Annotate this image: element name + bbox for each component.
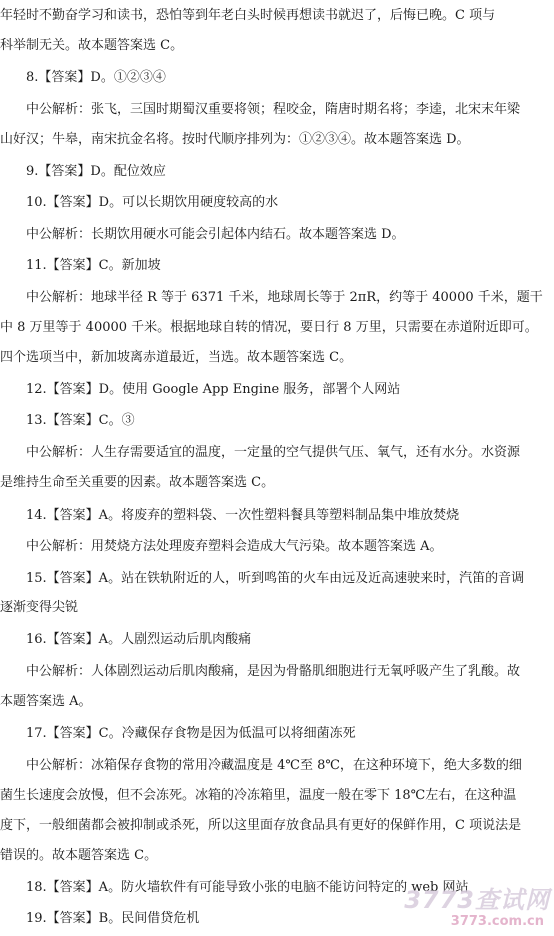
analysis-line: 中公解析：地球半径 R 等于 6371 千米，地球周长等于 2πR，约等于 40000 千米，题干 [26, 290, 543, 305]
answer-line: 16.【答案】A。人剧烈运动后肌肉酸痛 [26, 632, 252, 647]
text-line: 度下，一般细菌都会被抑制或杀死，所以这里面存放食品具有更好的保鲜作用，C 项说法是 [0, 818, 522, 833]
analysis-line: 中公解析：人体剧烈运动后肌肉酸痛，是因为骨骼肌细胞进行无氧呼吸产生了乳酸。故 [26, 664, 521, 679]
answer-line: 19.【答案】B。民间借贷危机 [26, 911, 200, 926]
watermark-logo: 3773查试网 [404, 886, 550, 914]
text-line: 本题答案选 A。 [0, 694, 92, 709]
text-line: 年轻时不勤奋学习和读书，恐怕等到年老白头时候再想读书就迟了，后悔已晚。C 项与 [0, 8, 496, 23]
text-line: 中 8 万里等于 40000 千米。根据地球自转的情况，要日行 8 万里，只需要在赤道附近即可。 [0, 320, 538, 335]
answer-line: 14.【答案】A。将废弃的塑料袋、一次性塑料餐具等塑料制品集中堆放焚烧 [26, 508, 460, 523]
watermark-url: 3773.com.cn [450, 914, 544, 929]
answer-line: 12.【答案】D。使用 Google App Engine 服务，部署个人网站 [26, 382, 401, 397]
text-line: 科举制无关。故本题答案选 C。 [0, 38, 184, 53]
analysis-line: 中公解析：长期饮用硬水可能会引起体内结石。故本题答案选 D。 [26, 227, 405, 242]
analysis-line: 中公解析：张飞，三国时期蜀汉重要将领；程咬金，隋唐时期名将；李逵，北宋末年梁 [26, 102, 521, 117]
analysis-line: 中公解析：用焚烧方法处理废弃塑料会造成大气污染。故本题答案选 A。 [26, 539, 443, 554]
text-line: 菌生长速度会放慢，但不会冻死。冰箱的冷冻箱里，温度一般在零下 18℃左右，在这种温 [0, 788, 517, 803]
text-line: 错误的。故本题答案选 C。 [0, 848, 158, 863]
answer-line: 9.【答案】D。配位效应 [26, 164, 166, 179]
answer-line: 8.【答案】D。①②③④ [26, 70, 166, 85]
analysis-line: 中公解析：人生存需要适宜的温度，一定量的空气提供气压、氧气，还有水分。水资源 [26, 445, 521, 460]
text-line: 逐渐变得尖锐 [0, 600, 79, 615]
text-line: 四个选项当中，新加坡离赤道最近，当选。故本题答案选 C。 [0, 350, 353, 365]
text-line: 是维持生命至关重要的因素。故本题答案选 C。 [0, 475, 275, 490]
answer-line: 13.【答案】C。③ [26, 413, 135, 428]
text-line: 山好汉；牛皋，南宋抗金名将。按时代顺序排列为：①②③④。故本题答案选 D。 [0, 132, 470, 147]
answer-line: 15.【答案】A。站在铁轨附近的人，听到鸣笛的火车由远及近高速驶来时，汽笛的音调 [26, 571, 525, 586]
answer-line: 17.【答案】C。冷藏保存食物是因为低温可以将细菌冻死 [26, 726, 356, 741]
answer-line: 10.【答案】D。可以长期饮用硬度较高的水 [26, 195, 279, 210]
analysis-line: 中公解析：冰箱保存食物的常用冷藏温度是 4℃至 8℃，在这种环境下，绝大多数的细 [26, 758, 522, 773]
answer-line: 18.【答案】A。防火墙软件有可能导致小张的电脑不能访问特定的 web 网站 [26, 880, 469, 895]
answer-line: 11.【答案】C。新加坡 [26, 258, 161, 273]
